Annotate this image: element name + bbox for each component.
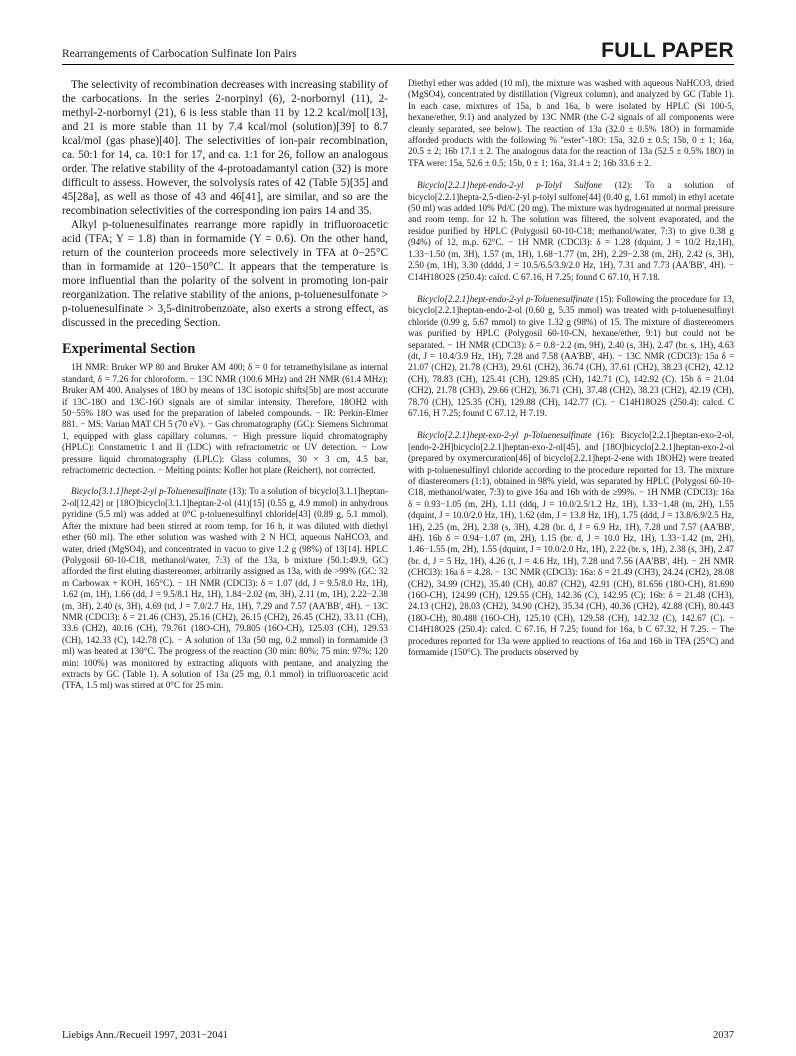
running-header (62, 30, 734, 65)
compound-15-title: Bicyclo[2.2.1]hept-endo-2-yl p-Toluenesulfinate (417, 293, 594, 304)
paragraph-compound-13 (62, 486, 388, 691)
paragraph-instruments: 1H NMR: Bruker WP 80 and Bruker AM 400; δ = 0 for tetramethylsilane as internal standard, δ = 7.26 for chloroform. − 13C NMR (100.6 MHz) and 2H NMR (61.4 MHz): Bruker AM 400. Analyses of 18O by means of 13C isotopic shifts[5b] are most accurate if 13C-18O and 13C-16O signals are of similar intensity. Therefore, 18OH2 with 50−55% 18O was used for the preparation of labeled compounds. − IR: Perkin-Elmer 881. − MS: Varian MAT CH 5 (70 eV). − Gas chromatography (GC): Siemens Sichromat 1, equipped with glass capillary columns. − High pressure liquid chromatography (HPLC): Constametric I and II (LDC) with refractometric or UV detection. − Low pressure liquid chromatography (LPLC): Glass columns, 30 × 3 cm, 4.5 bar, refractometric dectection. − Melting points: Kofler hot plate (Reichert), not corrected. (62, 362, 388, 476)
left-column (62, 78, 388, 703)
paragraph-compound-15 (408, 294, 734, 419)
compound-13-title: Bicyclo[3.1.1]hept-2-yl p-Toluenesulfinate (71, 486, 227, 497)
section-heading-experimental: Experimental Section (62, 341, 196, 357)
compound-12-text: (12): To a solution of bicyclo[2.2.1]hepta-2,5-dien-2-yl p-tolyl sulfone[44] (0.40 g, 1.61 mmol) in ethyl acetate (50 ml) was added 10% Pd/C (20 mg). The mixture was hydrogenated at normal pressure and room temp. for 12 h. The solution was filtered, the solvent evaporated, and the residue purified by HPLC (Polygosil 60-10-C18; methanol/water, 7:3) to give 0.38 g (94%) of 12, m.p. 62°C. − 1H NMR (CDCl3): δ = 1.28 (dquint, J = 10/2 Hz,1H), 1.33−1.50 (m, 3H), 1.57 (m, 1H), 1.68−1.77 (m, 2H), 2.29−2.38 (m, 2H), 2.42 (s, 3H), 2.50 (m, 1H), 3.30 (dddd, J = 10.5/6.5/3.9/2.0 Hz, 1H), 7.31 and 7.73 (AA'BB', 4H). − C14H18O2S (250.4): calcd. C 67.16, H 7.25; found C 67.10, H 7.18. (408, 180, 734, 282)
paragraph-continued: Diethyl ether was added (10 ml), the mixture was washed with aqueous NaHCO3, dried (MgSO4), concentrated by distillation (Vigreux column), and analyzed by GC (Table 1). In each case, mixtures of 15a, b and 16a, b were isolated by HPLC (Si 100-5, hexane/ether, 9:1) and analyzed by 13C NMR (the C-2 signals of all components were cleanly separated, see below). The reaction of 13a (32.0 ± 0.5% 18O) in formamide afforded products with the following % "ester"-18O: 15a, 32.0 ± 0.5; 15b, 0 ± 1; 16a, 20.5 ± 2; 16b 17.1 ± 2. The analogous data for the reaction of 13a (52.5 ± 0.5% 18O) in TFA were: 15a, 52.6 ± 0.5; 15b, 0 ± 1; 16a, 31.4 ± 2; 16b 33.6 ± 2. (408, 78, 734, 168)
compound-15-text: (15): Following the procedure for 13, bicyclo[2.2.1]heptan-endo-2-ol (0.60 g, 5.35 mmol) was treated with p-toluenesulfinyl chloride (0.99 g, 5.67 mmol) to give 1.32 g (98%) of 15. The mixture of diastereomers was purified by HPLC (Polygosil 60-10-CN, hexane/ether, 9:1) but could not be separated. − 1H NMR (CDCl3): δ = 0.8−2.2 (m, 9H), 2.40 (s, 3H), 2.47 (br. s, 1H), 4.63 (dt, J = 10.4/3.9 Hz, 1H), 7.28 and 7.58 (AA'BB', 4H). − 13C NMR (CDCl3): 15a δ = 21.07 (CH2), 21.78 (CH3), 29.61 (CH2), 36.74 (CH), 37.61 (CH2), 38.23 (CH2), 42.12 (CH), 78.83 (CH), 125.41 (CH), 129.85 (CH), 142.71 (C), 142.92 (C). 15b δ = 21.04 (CH2), 21.78 (CH3), 29.66 (CH2), 36.71 (CH), 37.48 (CH2), 38.23 (CH2), 42.19 (CH), 78.70 (CH), 125.35 (CH), 129.88 (CH), 142.77 (C). − C14H18O2S (250.4): calcd. C 67.16, H 7.25; found C 67.12, H 7.19. (408, 293, 734, 418)
paragraph-selectivity: The selectivity of recombination decreases with increasing stability of the carbocations. In the series 2-norpinyl (6), 2-norbornyl (11), 2-methyl-2-norbornyl (21), 6 is less stable than 11 by 12.2 kcal/mol[13], and 21 is more stable than 11 by 7.4 kcal/mol (solution)[39] to 8.7 kcal/mol (gas phase)[40]. The selectivities of ion-pair recombination, ca. 50:1 for 14, ca. 10:1 for 17, and ca. 1:1 for 26, follow an analogous order. The relative stability of the 4-protoadamantyl cation (32) is more difficult to assess. However, the solvolysis rates of 42 (Table 5)[35] and 45[28a], as well as those of 43 and 46[41], are similar, and so are the recombination selectivities of the corresponding ion pairs 14 and 35. (62, 79, 388, 217)
journal-citation: Liebigs Ann./Recueil 1997, 2031−2041 (62, 1030, 229, 1041)
compound-16-title: Bicyclo[2.2.1]hept-exo-2-yl p-Toluenesulfinate (417, 430, 592, 441)
paragraph-compound-16 (408, 430, 734, 658)
right-column (408, 78, 734, 670)
page-number: 2037 (713, 1030, 734, 1041)
compound-16-text: (16): Bicyclo[2.2.1]heptan-exo-2-ol, [endo-2-2H]bicyclo[2.2.1]heptan-exo-2-ol[45], and [18O]bicyclo[2.2.1]heptan-exo-2-ol (prepared by oxymercuration[46] of bicyclo[2.2.1]hept-2-ene with 18OH2) were treated with p-toluenesulfinyl chloride according to the procedure reported for 13. The mixture of diastereomers (1:1), obtained in 98% yield, was separated by HPLC (Polygosi 60-10-C18, methanol/water, 7:3) to give 16a and 16b with de ≥99%. − 1H NMR (CDCl3): 16a δ = 0.93−1.05 (m, 2H), 1.11 (ddq, J = 10.0/2.5/1.2 Hz, 1H), 1.33−1.48 (m, 2H), 1.55 (dquint, J = 10.0/2.0 Hz, 1H), 1.62 (dm, J = 13.8 Hz, 1H), 1.75 (ddd, J = 13.8/6.9/2.5 Hz, 1H), 2.25 (m, 2H), 2.38 (s, 3H), 4.28 (br. d, J = 6.9 Hz, 1H), 7.28 und 7.57 (AA'BB', 4H). 16b δ = 0.94−1.07 (m, 2H), 1.15 (br. d, J = 10.0 Hz, 1H), 1.33−1.42 (m, 2H), 1.46−1.55 (m, 2H), 1.55 (dquint, J = 10.0/2.0 Hz, 1H), 2.22 (br. s, 1H), 2.38 (s, 3H), 2.47 (br. d, J = 5 Hz, 1H), 4.26 (t, J = 4.6 Hz, 1H), 7.28 und 7.56 (AA'BB', 4H). − 2H NMR (CHCl3): 16a δ = 4.28. − 13C NMR (CDCl3): 16a: δ = 21.49 (CH3), 24.24 (CH2), 28.08 (CH2), 34.99 (CH2), 35.40 (CH), 40.87 (CH2), 42.91 (CH), 81.656 (18O-CH), 81.690 (16O-CH), 124.99 (CH), 129.55 (CH), 142.36 (C), 142.95 (C); 16b: δ = 21.48 (CH3), 24.13 (CH2), 28.03 (CH2), 34.90 (CH2), 35.34 (CH), 40.36 (CH2), 42.88 (CH), 80.443 (18O-CH), 80.488 (16O-CH), 125.10 (CH), 129.58 (CH), 142.32 (C), 142.67 (C). − C14H18O2S (250.4): calcd. C 67.16, H 7.25; found for 16a, b C 67.32, H 7.25. − The procedures reported for 13a were applied to reactions of 16a and 16b in TFA (25°C) and formamide (150°C). The products observed by (408, 430, 734, 658)
running-title: Rearrangements of Carbocation Sulfinate Ion Pairs (62, 48, 297, 60)
paragraph-compound-12 (408, 180, 734, 283)
paragraph-alkyl-sulfinates: Alkyl p-toluenesulfinates rearrange more rapidly in trifluoroacetic acid (TFA; Y = 1.8) than in formamide (Y = 0.6). On the other hand, return of the counterion proceeds more selectively in TFA at 0−25°C than in formamide at 120−150°C. It appears that the temperature is more influential than the polarity of the solvent in promoting ion-pair reorganization. The relative stability of the anions, p-toluenesulfonate > p-toluenesulfinate > 3,5-dinitrobenzoate, also exerts a strong effect, as discussed in the preceding Section. (62, 219, 388, 329)
section-label: FULL PAPER (601, 39, 734, 62)
compound-12-title: Bicyclo[2.2.1]hept-endo-2-yl p-Tolyl Sulfone (417, 180, 602, 191)
compound-13-text: (13): To a solution of bicyclo[3.1.1]heptan-2-ol[12,42] or [18O]bicyclo[3.1.1]heptan-2-ol (41)[15] (0.55 g, 4.9 mmol) in anhydrous pyridine (5.5 ml) was added at 0°C p-toluenesulfinyl chloride[43] (0.89 g, 5.1 mmol). After the mixture had been stirred at room temp. for 16 h, it was diluted with diethyl ether (60 ml). The ether solution was washed with 2 N HCl, aqueous NaHCO3, and water, dried (MgSO4), and concentrated in vacuo to give 1.2 g (98%) of 13[14]. HPLC (Polygosil 60-10-C18, methanol/water, 7:3) of the 13a, b mixture (50.1:49.9, GC) afforded the first eluting diastereomer, arbitrarily assigned as 13a, with de >99% (GC: 32 m Carbowax + KOH, 165°C). − 1H NMR (CDCl3): δ = 1.07 (dd, J = 9.5/8.0 Hz, 1H), 1.62 (m, 1H), 1.66 (dd, J = 9.5/8.1 Hz, 1H), 1.84−2.02 (m, 3H), 2.11 (m, 1H), 2.22−2.38 (m, 3H), 2.40 (s, 3H), 4.69 (td, J = 7.0/2.7 Hz, 1H), 7.29 and 7.57 (AA'BB', 4H). − 13C NMR (CDCl3): δ = 21.46 (CH3), 25.16 (CH2), 26.15 (CH2), 26.45 (CH2), 33.11 (CH), 33.6 (CH2), 40.16 (CH), 79.761 (18O-CH), 79.805 (16O-CH), 125.03 (CH), 129.53 (CH), 142.33 (C), 142.78 (C). − A solution of 13a (50 mg, 0.2 mmol) in formamide (3 ml) was heated at 130°C. The progress of the reaction (30 min: 80%; 75 min: 97%; 120 min: 100%) was monitored by extracting aliquots with pentane, and analyzing the extracts by GC (Table 1). A solution of 13a (25 mg, 0.1 mmol) in trifluoroacetic acid (TFA, 1.5 ml) was stirred at 0°C for 25 min. (62, 486, 388, 691)
